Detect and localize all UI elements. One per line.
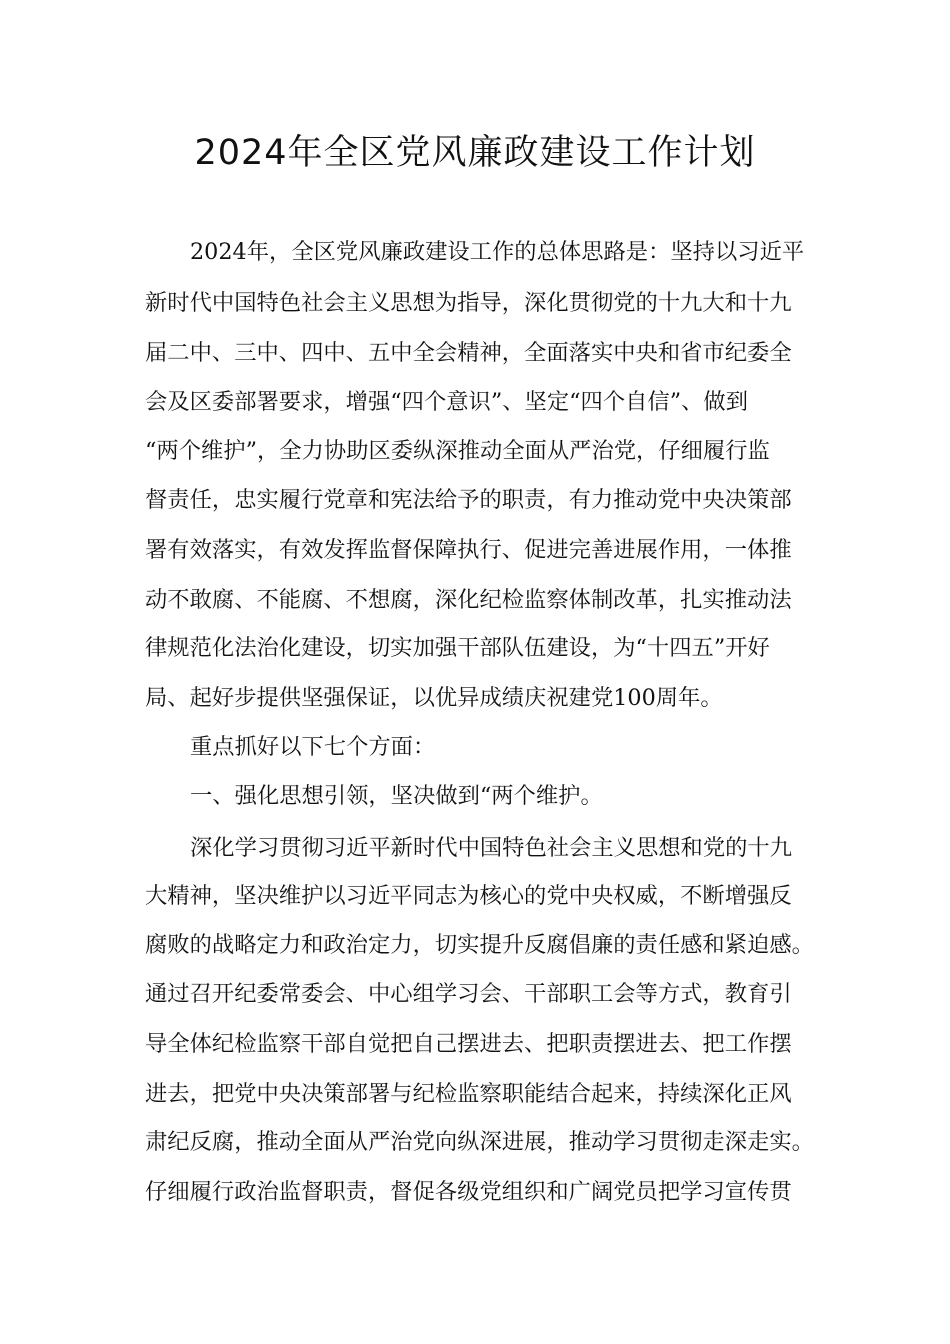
paragraph-line: 局、起好步提供坚强保证，以优异成绩庆祝建党100周年。 [145,685,723,711]
paragraph-line: “两个维护”，全力协助区委纵深推动全面从严治党，仔细履行监 [145,438,770,464]
paragraph-line: 肃纪反腐，推动全面从严治党向纵深进展，推动学习贯彻走深走实。 [145,1129,814,1155]
paragraph-line: 大精神，坚决维护以习近平同志为核心的党中央权威，不断增强反 [145,883,792,909]
paragraph-line: 进去，把党中央决策部署与纪检监察职能结合起来，持续深化正风 [145,1081,792,1107]
paragraph-line: 深化学习贯彻习近平新时代中国特色社会主义思想和党的十九 [190,835,793,861]
paragraph-line: 会及区委部署要求，增强“四个意识”、坚定“四个自信”、做到 [145,389,749,415]
paragraph-line: 督责任，忠实履行党章和宪法给予的职责，有力推动党中央决策部 [145,487,792,513]
section-heading: 一、强化思想引领，坚决做到“两个维护。 [190,783,603,809]
paragraph-line: 届二中、三中、四中、五中全会精神，全面落实中央和省市纪委全 [145,340,792,366]
paragraph-line: 仔细履行政治监督职责，督促各级党组织和广阔党员把学习宣传贯 [145,1179,792,1205]
paragraph-line: 新时代中国特色社会主义思想为指导，深化贯彻党的十九大和十九 [145,290,792,316]
paragraph-line: 2024年，全区党风廉政建设工作的总体思路是：坚持以习近平 [190,239,805,265]
paragraph-line: 律规范化法治化建设，切实加强干部队伍建设，为“十四五”开好 [145,635,770,661]
document-title: 2024年全区党风廉政建设工作计划 [194,133,756,173]
paragraph-line: 重点抓好以下七个方面： [190,734,436,760]
paragraph-line: 导全体纪检监察干部自觉把自己摆进去、把职责摆进去、把工作摆 [145,1031,792,1057]
paragraph-line: 署有效落实，有效发挥监督保障执行、促进完善进展作用，一体推 [145,537,792,563]
paragraph-line: 通过召开纪委常委会、中心组学习会、干部职工会等方式，教育引 [145,981,792,1007]
paragraph-line: 腐败的战略定力和政治定力，切实提升反腐倡廉的责任感和紧迫感。 [145,932,814,958]
paragraph-line: 动不敢腐、不能腐、不想腐，深化纪检监察体制改革，扎实推动法 [145,587,792,613]
